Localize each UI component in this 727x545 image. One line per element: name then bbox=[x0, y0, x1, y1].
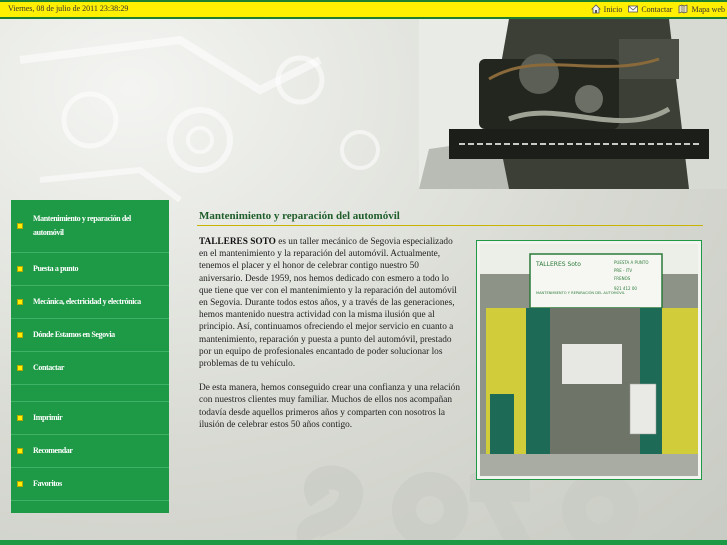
sign-service-3: FRENOS bbox=[614, 276, 631, 281]
sign-title: TALLERES Soto bbox=[536, 261, 581, 268]
sidebar-item-label: Dónde Estamos en Segovia bbox=[33, 330, 115, 339]
date-time-text: Viernes, 08 de julio de 2011 23:38:29 bbox=[8, 4, 129, 13]
bullet-icon bbox=[17, 223, 23, 229]
sidebar-menu bbox=[11, 200, 169, 513]
sign-phone: 921 412 00 bbox=[614, 286, 637, 291]
sidebar-item-donde-estamos[interactable] bbox=[11, 319, 169, 352]
sign-service-1: PUESTA A PUNTO bbox=[614, 260, 649, 265]
sidebar-item-imprimir[interactable] bbox=[11, 402, 169, 435]
mapa-web-label: Mapa web bbox=[691, 4, 725, 14]
sidebar-item-label: Favoritos bbox=[33, 479, 62, 488]
sidebar-item-mantenimiento[interactable] bbox=[11, 200, 169, 253]
sidebar-item-label: Mantenimiento y reparación del automóvil bbox=[33, 214, 131, 237]
main-content bbox=[199, 236, 461, 443]
bullet-icon bbox=[17, 299, 23, 305]
footer-line bbox=[0, 540, 727, 545]
envelope-icon bbox=[628, 4, 638, 14]
workshop-image bbox=[480, 244, 698, 476]
sidebar-item-favoritos[interactable] bbox=[11, 468, 169, 501]
sign-subtitle: MANTENIMIENTO Y REPARACIÓN DEL AUTOMÓVIL bbox=[536, 291, 625, 295]
sidebar-item-label: Puesta a punto bbox=[33, 264, 79, 273]
bullet-icon bbox=[17, 332, 23, 338]
mapa-web-link[interactable] bbox=[678, 4, 725, 14]
top-bar bbox=[0, 0, 727, 19]
bullet-icon bbox=[17, 365, 23, 371]
brand-name: TALLERES SOTO bbox=[199, 237, 276, 247]
engine-photo-icon bbox=[419, 19, 727, 189]
sidebar-item-recomendar[interactable] bbox=[11, 435, 169, 468]
sidebar-item-contactar[interactable] bbox=[11, 352, 169, 385]
sidebar-item-label: Recomendar bbox=[33, 446, 73, 455]
contactar-link[interactable] bbox=[628, 4, 672, 14]
sign-service-2: PRE - ITV bbox=[614, 268, 633, 273]
inicio-label: Inicio bbox=[603, 4, 623, 14]
title-divider bbox=[197, 225, 703, 226]
bullet-icon bbox=[17, 415, 23, 421]
sidebar-item-label: Imprimir bbox=[33, 413, 63, 422]
sidebar-spacer bbox=[11, 385, 169, 402]
hero-engine-image bbox=[419, 19, 727, 189]
workshop-photo bbox=[476, 240, 702, 480]
bullet-icon bbox=[17, 266, 23, 272]
inicio-link[interactable] bbox=[591, 4, 623, 14]
contactar-label: Contactar bbox=[641, 4, 673, 14]
sidebar-item-label: Mecánica, electricidad y electrónica bbox=[33, 297, 141, 306]
home-icon bbox=[591, 4, 601, 14]
page-title: Mantenimiento y reparación del automóvil bbox=[199, 210, 400, 222]
bullet-icon bbox=[17, 448, 23, 454]
intro-paragraph bbox=[199, 236, 461, 370]
bullet-icon bbox=[17, 481, 23, 487]
sidebar-item-puesta-a-punto[interactable] bbox=[11, 253, 169, 286]
sidebar-item-label: Contactar bbox=[33, 363, 65, 372]
intro-text: es un taller mecánico de Segovia especializado en el mantenimiento y la reparación del automóvil. Actualmente, tenemos el placer y el honor de celebrar contigo nuestro 50 aniversario. Desde 1959, nos hemos dedicado con esmero a todo lo que tiene que ver con el mantenimiento y la reparación del automóvil en Segovia. Durante todos estos años, y a través de las generaciones, hemos mantenido nuestra actividad con la misma ilusión que al principio. Así, continuamos ofreciendo el mejor servicio en cuanto a mantenimiento, reparación y puesta a punto del automóvil, prestado por un equipo de profesionales encantado de poder solucionar los problemas de tu vehículo. bbox=[199, 237, 457, 370]
second-paragraph: De esta manera, hemos conseguido crear una confianza y una relación con nuestros clientes muy familiar. Muchos de ellos nos acompañan todavía desde aquellos primeros años y comparten con nosotros la ilusión de celebrar estos 50 años contigo. bbox=[199, 383, 460, 430]
top-links bbox=[591, 4, 725, 14]
sitemap-icon bbox=[678, 4, 688, 14]
sidebar-item-mecanica[interactable] bbox=[11, 286, 169, 319]
